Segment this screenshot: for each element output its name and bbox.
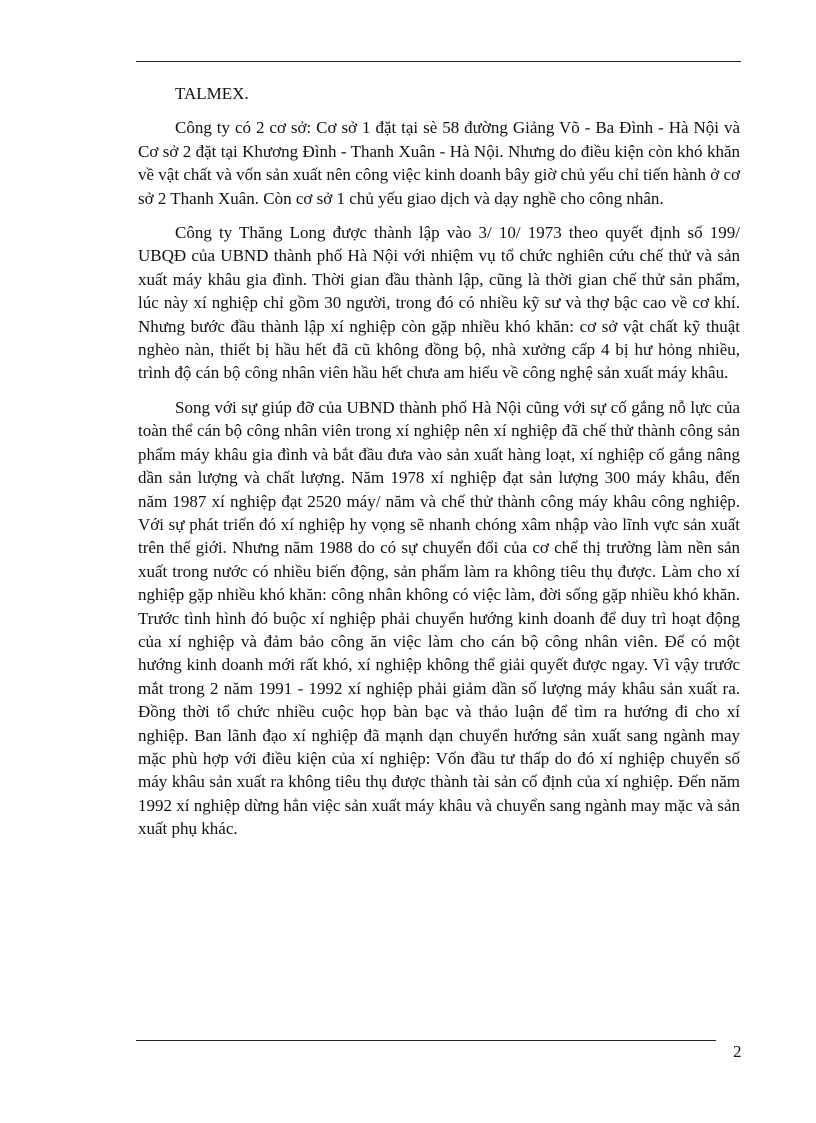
paragraph-company-founding: Công ty Thăng Long được thành lập vào 3/ 10/ 1973 theo quyết định số 199/ UBQĐ của UBND thành phố Hà Nội với nhiệm vụ tổ chức nghiên cứu chế thử và sản xuất máy khâu gia đình. Thời gian đầu thành lập, cũng là thời gian chế thử sản phẩm, lúc này xí nghiệp chỉ gồm 30 người, trong đó có nhiều kỹ sư và thợ bậc cao về cơ khí. Nhưng bước đầu thành lập xí nghiệp còn gặp nhiều khó khăn: cơ sở vật chất kỹ thuật nghèo nàn, thiết bị hầu hết đã cũ không đồng bộ, nhà xưởng cấp 4 bị hư hỏng nhiều, trình độ cán bộ công nhân viên hầu hết chưa am hiểu về công nghệ sản xuất máy khâu.: [138, 223, 740, 383]
paragraph-continuation: TALMEX.: [175, 84, 249, 103]
page-number: 2: [733, 1042, 742, 1061]
paragraph-company-development: Song với sự giúp đỡ của UBND thành phố Hà Nội cũng với sự cố gắng nỗ lực của toàn thể cán bộ công nhân viên trong xí nghiệp nên xí nghiệp đã chế thử thành công sản phẩm máy khâu gia đình và bắt đầu đưa vào sản xuất hàng loạt, xí nghiệp cố gắng nâng dần sản lượng và chất lượng. Năm 1978 xí nghiệp đạt sản lượng 300 máy khâu, đến năm 1987 xí nghiệp đạt 2520 máy/ năm và chế thử thành công máy khâu công nghiệp. Với sự phát triển đó xí nghiệp hy vọng sẽ nhanh chóng xâm nhập vào lĩnh vực sản xuất trên thế giới. Nhưng năm 1988 do có sự chuyển đổi của cơ chế thị trường làm nền sản xuất trong nước có nhiều biến động, sản phẩm làm ra không tiêu thụ được. Làm cho xí nghiệp gặp nhiều khó khăn: công nhân không có việc làm, đời sống gặp nhiều khó khăn. Trước tình hình đó buộc xí nghiệp phải chuyển hướng kinh doanh để duy trì hoạt động của xí nghiệp và đảm bảo công ăn việc làm cho cán bộ công nhân viên. Để có một hướng kinh doanh mới rất khó, xí nghiệp không thể giải quyết được ngay. Vì vậy trước mắt trong 2 năm 1991 - 1992 xí nghiệp phải giảm dần số lượng máy khâu sản xuất ra. Đồng thời tổ chức nhiều cuộc họp bàn bạc và thảo luận để tìm ra hướng đi cho xí nghiệp. Ban lãnh đạo xí nghiệp đã mạnh dạn chuyển hướng sản xuất sang ngành may mặc phù hợp với điều kiện của xí nghiệp: Vốn đầu tư thấp do đó xí nghiệp chuyển số máy khâu sản xuất ra không tiêu thụ được thành tài sản cố định của xí nghiệp. Đến năm 1992 xí nghiệp dừng hẳn việc sản xuất máy khâu và chuyển sang ngành may mặc và sản xuất phụ khác.: [138, 397, 740, 839]
document-body: [138, 82, 740, 852]
paragraph-company-locations: Công ty có 2 cơ sở: Cơ sở 1 đặt tại sè 58 đường Giảng Võ - Ba Đình - Hà Nội và Cơ sở 2 đặt tại Khương Đình - Thanh Xuân - Hà Nội. Nhưng do điều kiện còn khó khăn về vật chất và vốn sản xuất nên công việc kinh doanh bây giờ chủ yếu chỉ tiến hành ở cơ sở 2 Thanh Xuân. Còn cơ sở 1 chủ yếu giao dịch và dạy nghề cho công nhân.: [138, 118, 740, 208]
footer-rule: [136, 1040, 716, 1041]
header-rule: [136, 61, 741, 62]
